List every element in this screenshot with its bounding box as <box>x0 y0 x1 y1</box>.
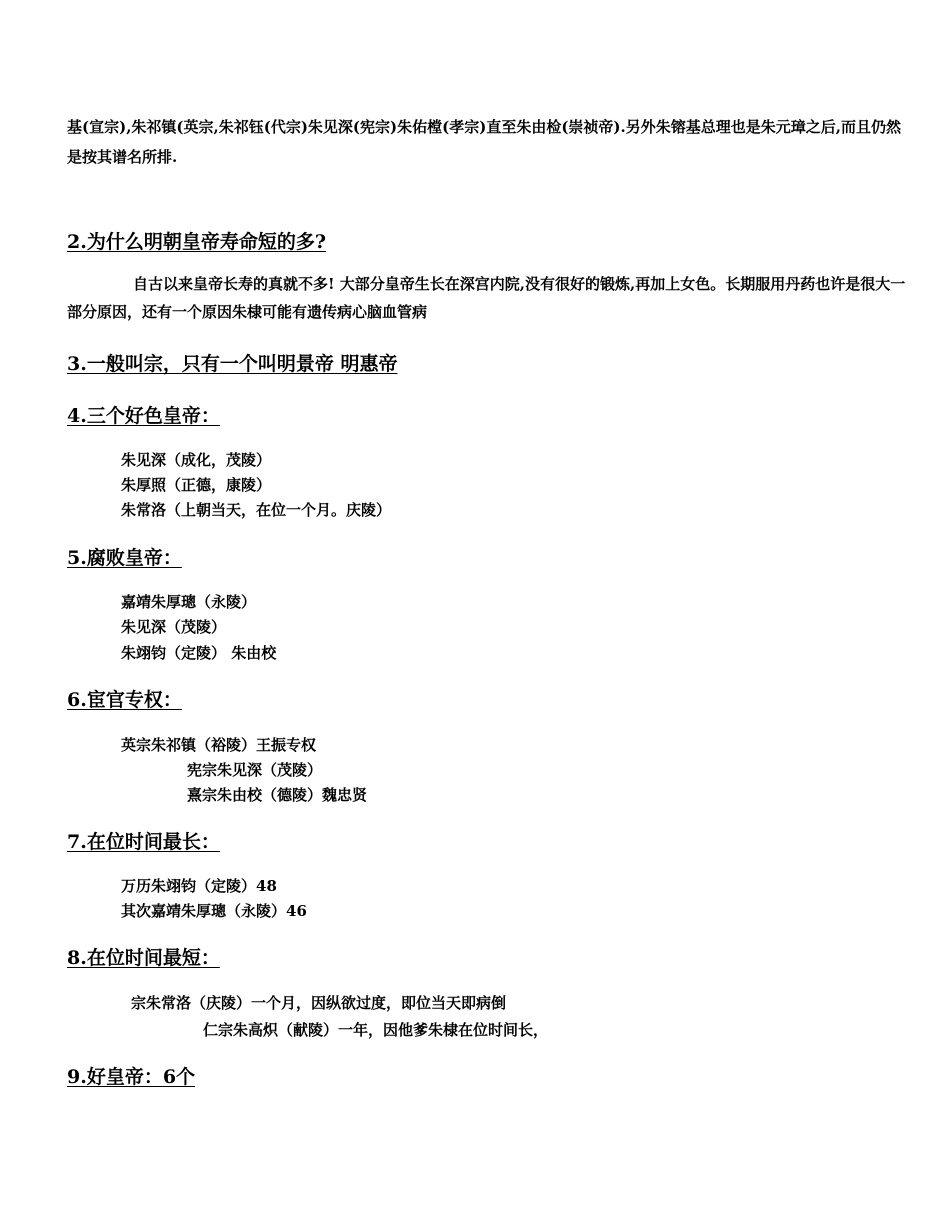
list-item: 万历朱翊钧（定陵）48 <box>121 877 277 895</box>
list-item: 其次嘉靖朱厚璁（永陵）46 <box>121 902 307 920</box>
section-9-heading: 9.好皇帝：6个 <box>67 1066 196 1088</box>
list-item: 朱见深（茂陵） <box>121 618 227 636</box>
list-item: 朱厚照（正德，康陵） <box>121 476 272 494</box>
list-item: 宗朱常洛（庆陵）一个月，因纵欲过度，即位当天即病倒 <box>131 994 507 1012</box>
list-item: 朱常洛（上朝当天，在位一个月。庆陵） <box>121 501 392 519</box>
section-4-heading: 4.三个好色皇帝： <box>67 405 220 427</box>
list-item: 嘉靖朱厚璁（永陵） <box>121 593 257 611</box>
section-6-heading: 6.宦官专权： <box>67 689 182 711</box>
section-7-heading: 7.在位时间最长： <box>67 831 220 853</box>
list-item: 朱翊钧（定陵） 朱由校 <box>121 644 277 662</box>
section-2-paragraph: 自古以来皇帝长寿的真就不多! 大部分皇帝生长在深宫内院,没有很好的锻炼,再加上女色。长期服用丹药也许是很大一部分原因，还有一个原因朱棣可能有遗传病心脑血管病 <box>67 275 906 321</box>
section-5-heading: 5.腐败皇帝： <box>67 547 182 569</box>
list-item: 宪宗朱见深（茂陵） <box>187 761 323 779</box>
section-3-heading: 3.一般叫宗，只有一个叫明景帝 明惠帝 <box>67 353 398 375</box>
list-item: 朱见深（成化，茂陵） <box>121 451 272 469</box>
list-item: 英宗朱祁镇（裕陵）王振专权 <box>121 736 317 754</box>
intro-paragraph: 基(宣宗),朱祁镇(英宗,朱祁钰(代宗)朱见深(宪宗)朱佑樘(孝宗)直至朱由检(崇祯帝).另外朱镕基总理也是朱元璋之后,而且仍然是按其谱名所排. <box>67 118 901 166</box>
section-8-heading: 8.在位时间最短： <box>67 947 220 969</box>
list-item: 熹宗朱由校（德陵）魏忠贤 <box>187 786 368 804</box>
list-item: 仁宗朱高炽（献陵）一年，因他爹朱棣在位时间长， <box>203 1021 549 1039</box>
section-2-heading: 2.为什么明朝皇帝寿命短的多? <box>67 231 326 253</box>
